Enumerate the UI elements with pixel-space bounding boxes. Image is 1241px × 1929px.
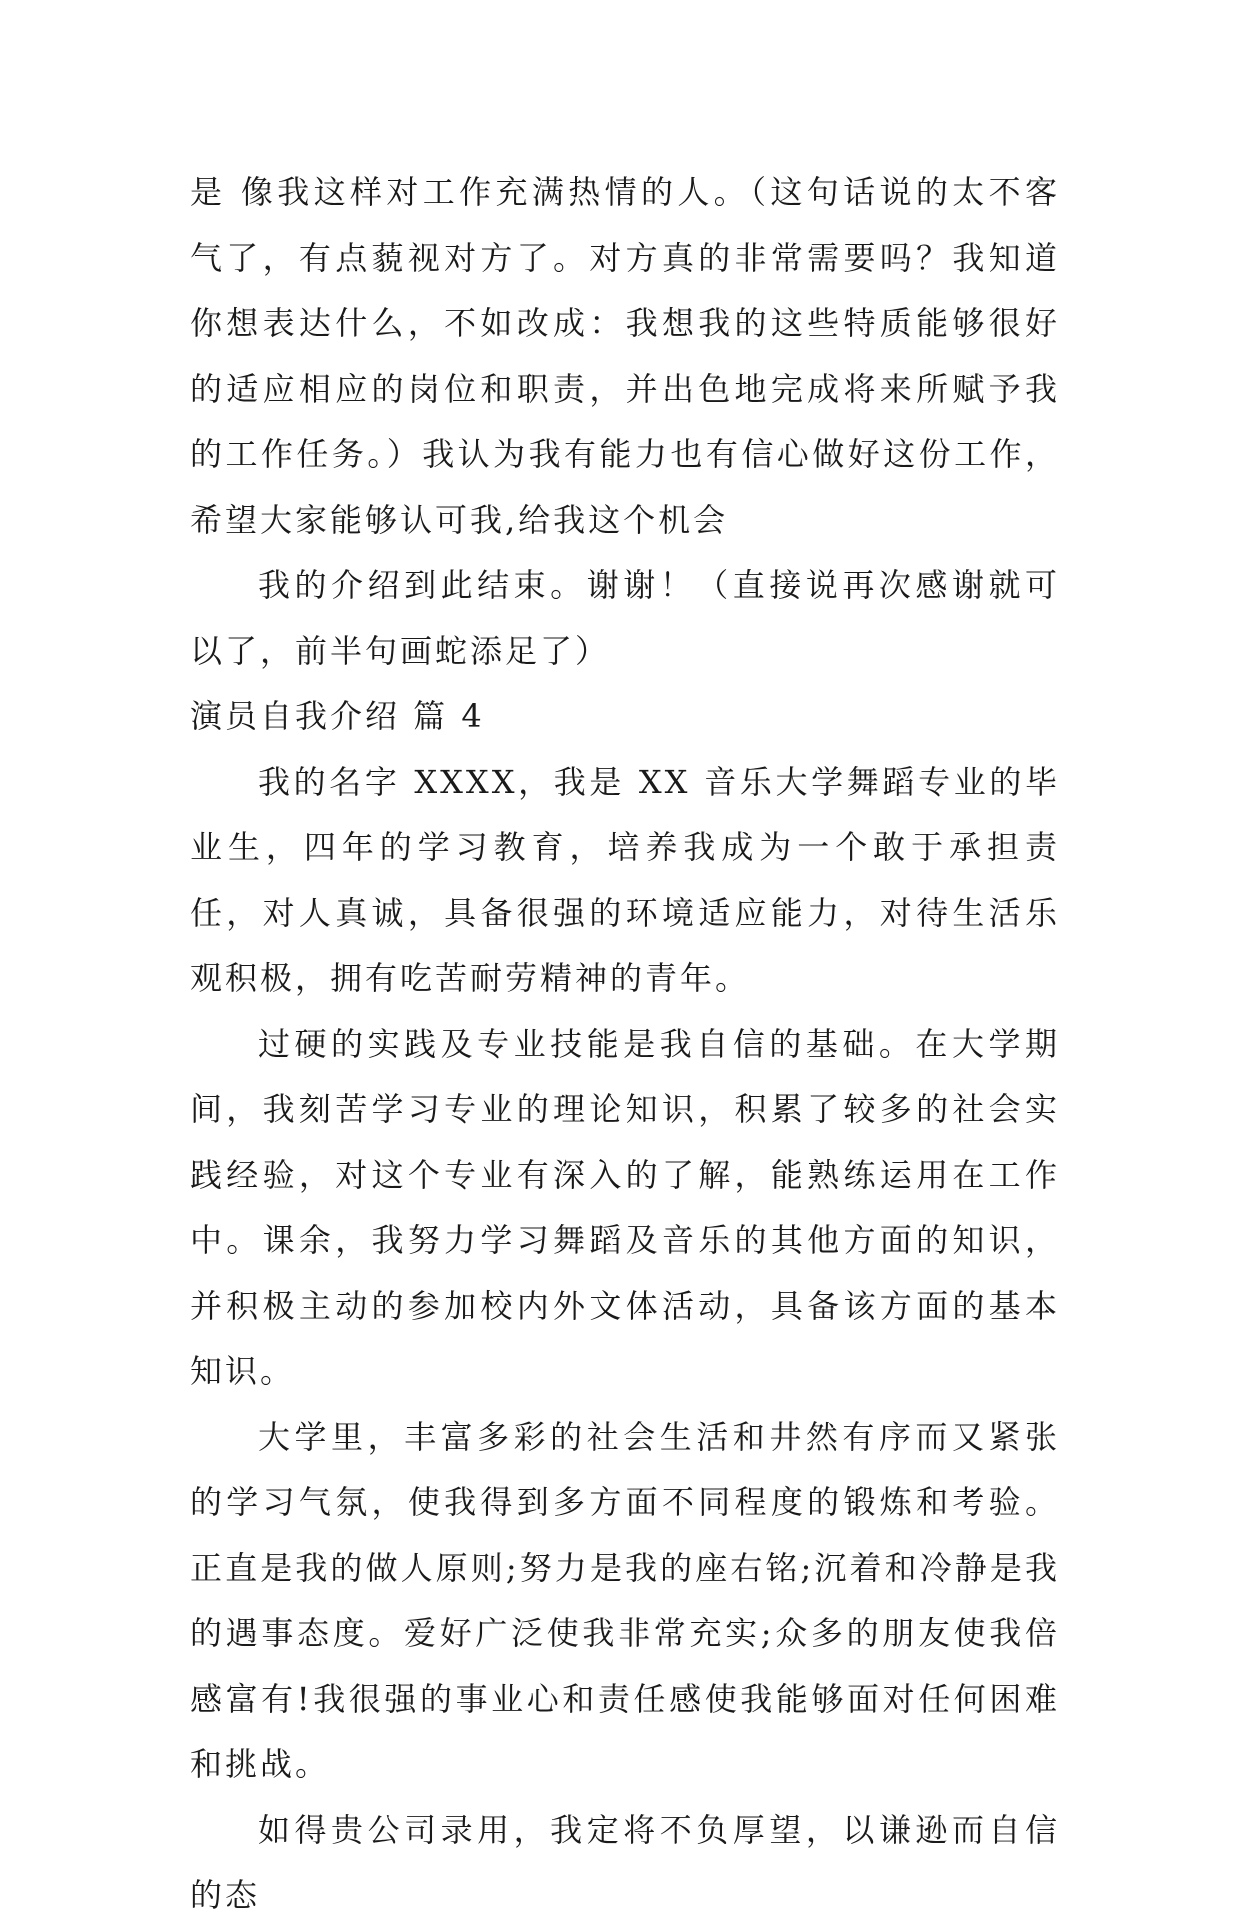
paragraph-continuation: 是 像我这样对工作充满热情的人。（这句话说的太不客气了，有点藐视对方了。对方真的非常需要吗？我知道你想表达什么，不如改成：我想我的这些特质能够很好的适应相应的岗位和职责，并出色地完成将来所赋予我的工作任务。）我认为我有能力也有信心做好这份工作，希望大家能够认可我,给我这个机会 xyxy=(190,173,1060,539)
paragraph-intro: 我的名字 XXXX，我是 XX 音乐大学舞蹈专业的毕业生，四年的学习教育，培养我成为一个敢于承担责任，对人真诚，具备很强的环境适应能力，对待生活乐观积极，拥有吃苦耐劳精神的青年。 xyxy=(190,762,1060,997)
section-heading: 演员自我介绍 篇 4 xyxy=(190,697,485,735)
paragraph-university: 大学里，丰富多彩的社会生活和井然有序而又紧张的学习气氛，使我得到多方面不同程度的锻炼和考验。正直是我的做人原则;努力是我的座右铭;沉着和冷静是我的遇事态度。爱好广泛使我非常充实;众多的朋友使我倍感富有!我很强的事业心和责任感使我能够面对任何困难和挑战。 xyxy=(190,1417,1060,1783)
paragraph-hire: 如得贵公司录用，我定将不负厚望，以谦逊而自信的态 xyxy=(190,1810,1060,1914)
paragraph-closing: 我的介绍到此结束。谢谢！（直接说再次感谢就可以了，前半句画蛇添足了） xyxy=(190,566,1060,670)
paragraph-skills: 过硬的实践及专业技能是我自信的基础。在大学期间，我刻苦学习专业的理论知识，积累了较多的社会实践经验，对这个专业有深入的了解，能熟练运用在工作中。课余，我努力学习舞蹈及音乐的其他方面的知识，并积极主动的参加校内外文体活动，具备该方面的基本知识。 xyxy=(190,1024,1060,1390)
document-body xyxy=(190,160,1060,1929)
